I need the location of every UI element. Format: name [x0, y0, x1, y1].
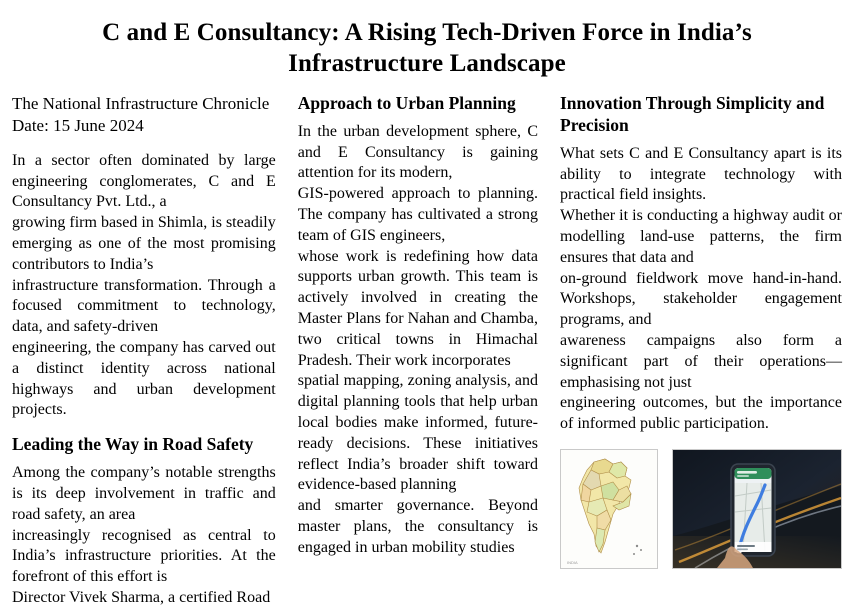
paragraph: In a sector often dominated by large engineering conglomerates, C and E Consultancy Pvt. Ltd., a [12, 151, 276, 211]
navigation-phone-image [672, 449, 842, 569]
publication-date: Date: 15 June 2024 [12, 116, 144, 136]
paragraph: on-ground fieldwork move hand-in-hand. Workshops, stakeholder engagement programs, and [560, 269, 842, 329]
paragraph: Director Vivek Sharma, a certified Road [12, 588, 271, 606]
source-name: The National Infrastructure Chronicle [12, 94, 270, 113]
india-map-image [560, 449, 658, 569]
paragraph: increasingly recognised as central to India’s infrastructure priorities. At the forefront of this effort is [12, 526, 276, 586]
column-left [12, 93, 298, 609]
section-heading-road-safety: Leading the Way in Road Safety [12, 434, 254, 455]
paragraph: What sets C and E Consultancy apart is its ability to integrate technology with practical field insights. [560, 144, 842, 204]
article-columns [12, 93, 842, 609]
paragraph: Among the company’s notable strengths is its deep involvement in traffic and road safety, an area [12, 464, 276, 523]
paragraph: awareness campaigns also form a significant part of their operations— emphasising not just [560, 331, 842, 391]
page-title: C and E Consultancy: A Rising Tech-Driven Force in India’s Infrastructure Landscape [102, 19, 752, 77]
paragraph: whose work is redefining how data supports urban growth. This team is actively involved in creating the Master Plans for Nahan and Chamba, two critical towns in Himachal Pradesh. Their work incorporates [297, 247, 538, 369]
column-right [560, 93, 842, 569]
paragraph: infrastructure transformation. Through a focused commitment to technology, data, and safety-driven [12, 276, 276, 336]
svg-text:INDIA: INDIA [567, 559, 578, 565]
section-heading-innovation: Innovation Through Simplicity and Precision [560, 93, 825, 135]
paragraph: growing firm based in Shimla, is steadily emerging as one of the most promising contributors to India’s [12, 214, 276, 273]
paragraph: engineering outcomes, but the importance of informed public participation. [560, 394, 842, 433]
paragraph: Whether it is conducting a highway audit or modelling land-use patterns, the firm ensures that data and [560, 207, 842, 266]
india-map-icon [561, 450, 657, 568]
column-middle [298, 93, 560, 559]
paragraph: GIS-powered approach to planning. The company has cultivated a strong team of GIS engineers, [297, 185, 538, 244]
section-heading-urban-planning: Approach to Urban Planning [297, 93, 516, 113]
paragraph: In the urban development sphere, C and E Consultancy is gaining attention for its modern, [297, 122, 538, 182]
phone-navigation-icon [673, 450, 841, 568]
paragraph: engineering, the company has carved out a distinct identity across national highways and urban development projects. [12, 339, 276, 419]
figure-row [560, 449, 842, 569]
paragraph: spatial mapping, zoning analysis, and digital planning tools that help urban local bodies make informed, future-ready decisions. These initiatives reflect India’s broader shift toward evidence-based planning [297, 372, 538, 494]
paragraph: and smarter governance. Beyond master plans, the consultancy is engaged in urban mobility studies [297, 497, 538, 556]
